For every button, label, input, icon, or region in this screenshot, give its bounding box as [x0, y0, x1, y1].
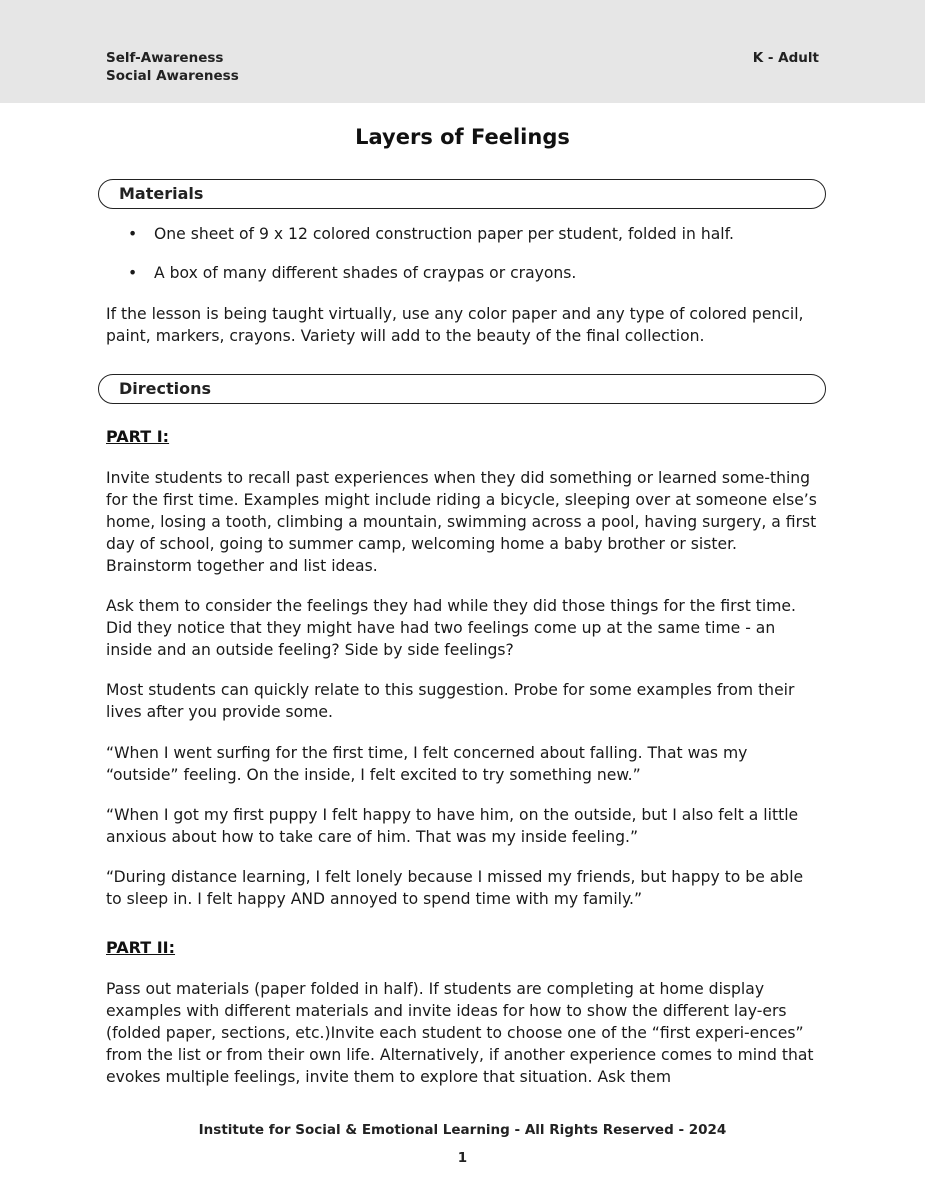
page-title: Layers of Feelings	[355, 125, 570, 149]
part-one-paragraph	[106, 679, 821, 723]
subject-tag-social-awareness: Social Awareness	[106, 68, 239, 84]
page-number: 1	[457, 1150, 468, 1166]
paragraph-text: Invite students to recall past experiences when they did something or learned some-thing for the first time. Examples might include riding a bicycle, sleeping over at someone else’s home, losing a tooth, climbing a mountain, swimming across a pool, having surgery, a first day of school, going to summer camp, welcoming home a baby brother or sister. Brainstorm together and list ideas.	[106, 469, 817, 575]
paragraph-text: Ask them to consider the feelings they had while they did those things for the first time. Did they notice that they might have had two feelings come up at the same time - an inside and an outside feeling? Side by side feelings?	[106, 597, 796, 659]
materials-list-item	[128, 223, 818, 245]
grade-range: K - Adult	[752, 50, 819, 66]
quote-text: “During distance learning, I felt lonely because I missed my friends, but happy to be able to sleep in. I felt happy AND annoyed to spend time with my family.”	[106, 868, 804, 908]
materials-item-text: One sheet of 9 x 12 colored construction paper per student, folded in half.	[154, 225, 734, 243]
part-one-paragraph	[106, 467, 821, 577]
part-one-quote	[106, 866, 821, 910]
bullet-icon: •	[128, 264, 138, 282]
part-one-quote	[106, 742, 821, 786]
quote-text: “When I went surfing for the first time, I felt concerned about falling. That was my “outside” feeling. On the inside, I felt excited to try something new.”	[106, 744, 748, 784]
subject-tags	[106, 49, 239, 85]
quote-text: “When I got my first puppy I felt happy to have him, on the outside, but I also felt a little anxious about how to take care of him. That was my inside feeling.”	[106, 806, 799, 846]
part-two-heading: PART II:	[106, 938, 176, 957]
part-two-paragraph	[106, 978, 821, 1088]
materials-list-item	[128, 262, 818, 284]
materials-heading: Materials	[119, 184, 204, 203]
directions-section-header	[98, 374, 826, 404]
materials-section-header	[98, 179, 826, 209]
paragraph-text: Pass out materials (paper folded in half). If students are completing at home display examples with different materials and invite ideas for how to show the different lay-ers (folded paper, sections, etc.)Invite each student to choose one of the “first experi-ences” from the list or from their own life. Alternatively, if another experience comes to mind that evokes multiple feelings, invite them to explore that situation. Ask them	[106, 980, 814, 1086]
materials-note-text: If the lesson is being taught virtually, use any color paper and any type of colored pencil, paint, markers, crayons. Variety will add to the beauty of the final collection.	[106, 305, 804, 345]
subject-tag-self-awareness: Self-Awareness	[106, 50, 224, 66]
part-one-heading: PART I:	[106, 427, 170, 446]
bullet-icon: •	[128, 225, 138, 243]
paragraph-text: Most students can quickly relate to this suggestion. Probe for some examples from their lives after you provide some.	[106, 681, 795, 721]
part-one-paragraph	[106, 595, 821, 661]
directions-heading: Directions	[119, 379, 212, 398]
part-one-quote	[106, 804, 821, 848]
footer-copyright: Institute for Social & Emotional Learning - All Rights Reserved - 2024	[198, 1122, 727, 1138]
materials-item-text: A box of many different shades of craypas or crayons.	[154, 264, 577, 282]
materials-note	[106, 303, 821, 347]
